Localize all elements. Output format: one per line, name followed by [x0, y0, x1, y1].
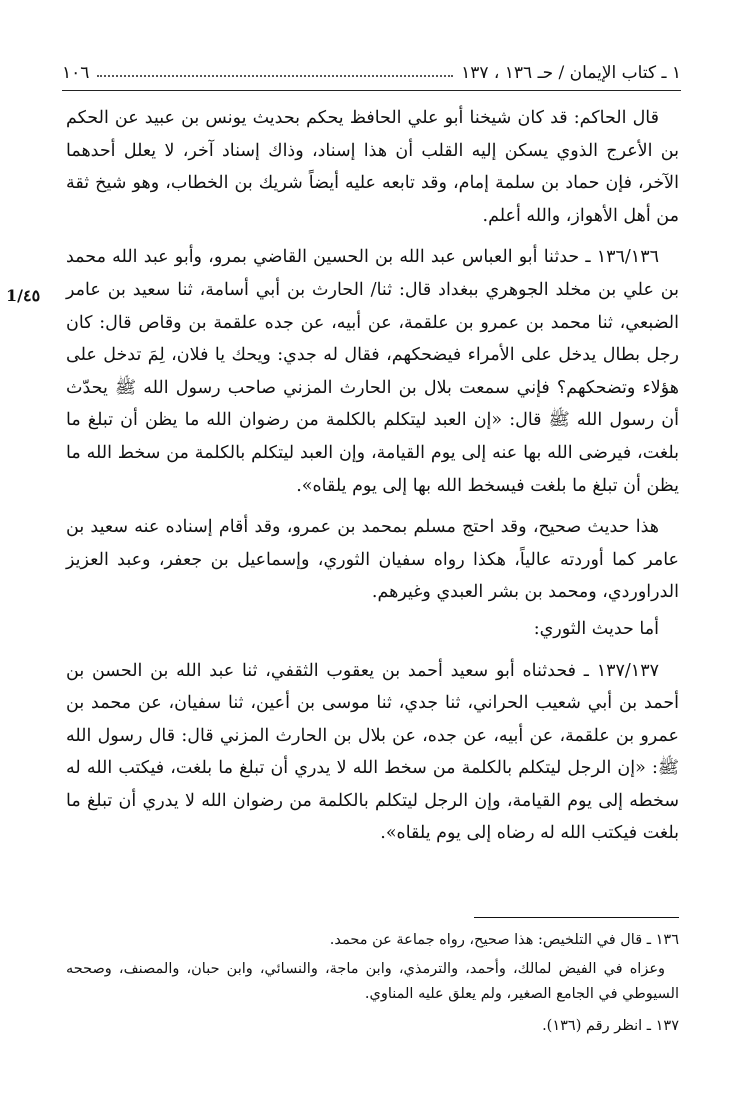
paragraph-thawri-heading: أما حديث الثوري: — [533, 618, 659, 639]
footnotes — [66, 928, 679, 1042]
page-header — [62, 58, 681, 88]
paragraph-authentication: هذا حديث صحيح، وقد احتج مسلم بمحمد بن عمرو، وقد أقام إسناده عنه سعيد بن عامر كما أوردته عالياً، هكذا رواه سفيان الثوري، وإسماعيل بن جعفر، وعبد العزيز الدراوردي، ومحمد بن بشر العبدي وغيرهم. — [66, 517, 679, 603]
hadith-136: ١٣٦/١٣٦ ـ حدثنا أبو العباس عبد الله بن الحسين القاضي بمرو، وأبو عبد الله محمد بن علي بن مخلد الجوهري ببغداد قال: ثنا/ الحارث بن أبي أسامة، ثنا سعيد بن عامر الضبعي، ثنا محمد بن عمرو بن علقمة، عن أبيه، عن جده علقمة بن وقاص قال: كان رجل بطال يدخل على الأمراء فيضحكهم، فقال له جدي: ويحك يا فلان، لِمَ تدخل على هؤلاء وتضحكهم؟ فإني سمعت بلال بن الحارث المزني صاحب رسول الله ﷺ يحدّث أن رسول الله ﷺ قال: «إن العبد ليتكلم بالكلمة من رضوان الله ما يظن أن تبلغ ما بلغت، فيرضى الله بها عنه إلى يوم القيامة، وإن العبد ليتكلم بالكلمة من سخط الله ما يظن أن تبلغ ما بلغت فيسخط الله بها إلى يوم يلقاه». — [66, 247, 679, 496]
header-rule — [62, 90, 681, 91]
paragraph-hakim-comment: قال الحاكم: قد كان شيخنا أبو علي الحافظ يحكم بحديث يونس بن عبيد عن الحكم بن الأعرج الذوي يسكن إليه القلب أن هذا إسناد، وذاك إسناد آخر، لا يعلل أحدهما الآخر، فإن حماد بن سلمة إمام، وقد تابعه عليه أيضاً شريك بن الخطاب، وهو شيخ ثقة من أهل الأهواز، والله أعلم. — [66, 108, 679, 226]
page-number: ١٠٦ — [62, 63, 90, 83]
footnote-separator — [474, 917, 679, 918]
header-dot-leader — [97, 75, 453, 77]
running-title: ١ ـ كتاب الإيمان / حـ ١٣٦ ، ١٣٧ — [461, 63, 681, 83]
footnote-137: ١٣٧ ـ انظر رقم (١٣٦). — [542, 1017, 679, 1034]
margin-note: 1/٤٥ — [6, 286, 41, 305]
main-text — [66, 102, 679, 850]
footnote-136-continued: وعزاه في الفيض لمالك، وأحمد، والترمذي، وابن ماجة، والنسائي، وابن حبان، والمصنف، وصححه السيوطي في الجامع الصغير، ولم يعلق عليه المناوي. — [66, 960, 679, 1002]
footnote-136: ١٣٦ ـ قال في التلخيص: هذا صحيح، رواه جماعة عن محمد. — [329, 932, 679, 948]
hadith-137: ١٣٧/١٣٧ ـ فحدثناه أبو سعيد أحمد بن يعقوب الثقفي، ثنا عبد الله بن الحسن بن أحمد بن أبي شعيب الحراني، ثنا جدي، ثنا موسى بن أعين، ثنا سفيان، عن محمد بن عمرو بن علقمة، عن أبيه، عن جده، عن بلال بن الحارث المزني قال: قال رسول الله ﷺ: «إن الرجل ليتكلم بالكلمة من سخط الله لا يدري أن تبلغ ما بلغت، فيكتب الله له سخطه إلى يوم القيامة، وإن الرجل ليتكلم بالكلمة من رضوان الله لا يدري أن تبلغ ما بلغت فيكتب الله له رضاه إلى يوم يلقاه». — [66, 660, 679, 844]
